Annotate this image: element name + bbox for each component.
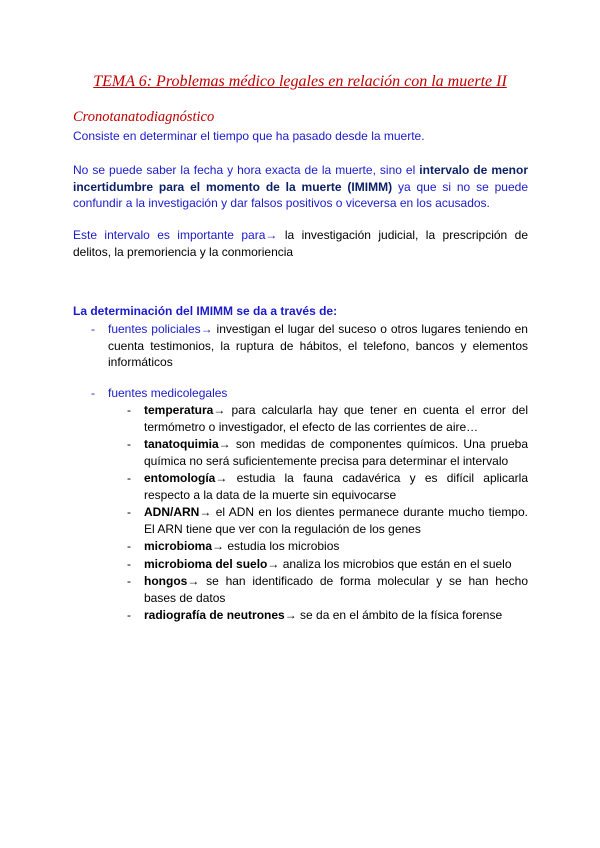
- bullet-dash: -: [127, 437, 131, 451]
- bullet-dash: -: [127, 574, 131, 588]
- determination-heading: La determinación del IMIMM se da a través de:: [73, 304, 338, 318]
- item-description: → son medidas de componentes químicos. Una prueba química no será suficientemente precisa para determinar el intervalo: [144, 437, 528, 468]
- list-item: [127, 470, 528, 503]
- item-description: → el ADN en los dientes permanece durante mucho tiempo. El ARN tiene que ver con la regulación de los genes: [144, 505, 528, 536]
- bullet-dash: -: [127, 608, 131, 622]
- item-term: hongos: [144, 574, 188, 588]
- imimm-text-part2: ya que si no se puede confundir a la investigación y dar falsos positivos o viceversa en los acusados.: [73, 179, 528, 210]
- importance-paragraph: [73, 227, 528, 260]
- item-term: ADN/ARN: [144, 505, 200, 519]
- item-description: → analiza los microbios que están en el suelo: [267, 556, 512, 571]
- list-item: [127, 573, 528, 606]
- item-description: → se da en el ámbito de la física forense: [284, 608, 503, 622]
- list-item: [127, 556, 528, 573]
- source-label: fuentes policiales→: [108, 322, 213, 336]
- item-term: microbioma del suelo: [144, 556, 268, 571]
- source-label: fuentes medicolegales: [108, 386, 228, 400]
- page-title: TEMA 6: Problemas médico legales en relación con la muerte II: [93, 73, 507, 90]
- definition-paragraph: Consiste en determinar el tiempo que ha pasado desde la muerte.: [73, 129, 425, 143]
- source-description: investigan el lugar del suceso o otros lugares teniendo en cuenta testimonios, la ruptura de hábitos, el telefono, bancos y elementos informáticos: [108, 322, 528, 369]
- imimm-paragraph: [73, 162, 528, 212]
- list-item: [127, 504, 528, 537]
- item-term: tanatoquimia: [144, 437, 219, 451]
- item-description: → para calcularla hay que tener en cuenta el error del termómetro o investigador, el efecto de las corrientes de aire…: [144, 403, 528, 434]
- item-term: temperatura: [144, 403, 214, 417]
- imimm-definition-bold: intervalo de menor incertidumbre para el momento de la muerte (IMIMM): [73, 163, 528, 194]
- source-item-medicolegales: [91, 385, 528, 402]
- bullet-dash: -: [127, 505, 131, 519]
- section-subtitle: Cronotanatodiagnóstico: [73, 109, 215, 125]
- list-item: [127, 436, 528, 469]
- bullet-dash: -: [91, 386, 95, 400]
- bullet-dash: -: [127, 403, 131, 417]
- item-description: → estudia los microbios: [212, 539, 340, 553]
- bullet-dash: -: [127, 471, 131, 485]
- item-term: entomología: [144, 471, 216, 485]
- item-description: → se han identificado de forma molecular y se han hecho bases de datos: [144, 574, 528, 605]
- bullet-dash: -: [91, 322, 95, 336]
- imimm-text-part1: No se puede saber la fecha y hora exacta de la muerte, sino el: [73, 163, 420, 177]
- medicolegal-list: [127, 402, 528, 625]
- list-item: [127, 607, 528, 624]
- item-term: microbioma: [144, 539, 213, 553]
- list-item: [127, 402, 528, 435]
- importance-rest: la investigación judicial, la prescripción de delitos, la premoriencia y la conmoriencia: [73, 228, 528, 259]
- source-item-policiales: [91, 321, 528, 371]
- item-term: radiografía de neutrones: [144, 608, 285, 622]
- item-description: → estudia la fauna cadavérica y es difícil aplicarla respecto a la data de la muerte sin equivocarse: [144, 471, 528, 502]
- bullet-dash: -: [127, 539, 131, 553]
- importance-lead: Este intervalo es importante para→: [73, 228, 278, 242]
- list-item: [127, 538, 528, 555]
- bullet-dash: -: [127, 556, 131, 571]
